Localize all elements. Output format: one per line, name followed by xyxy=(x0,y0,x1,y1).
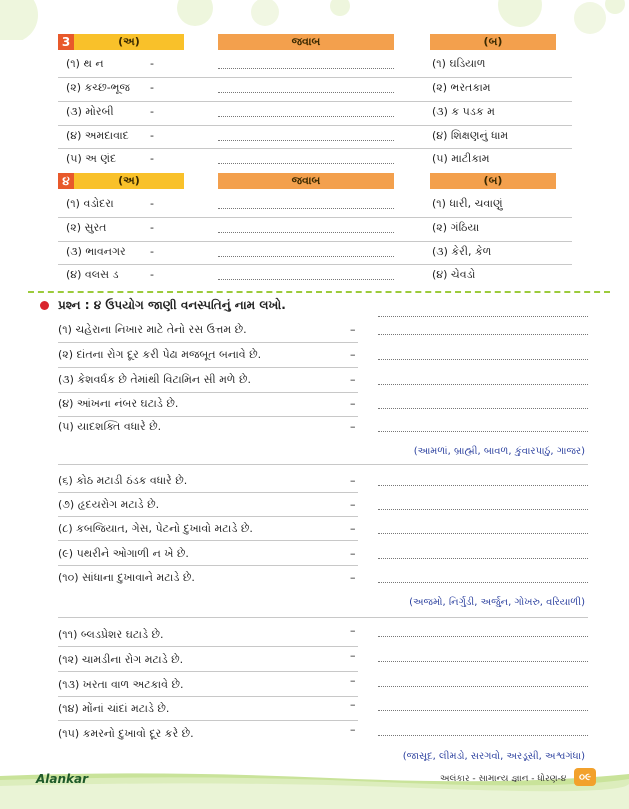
dash: – xyxy=(350,323,356,336)
dash: - xyxy=(150,245,154,258)
row-separator xyxy=(58,241,572,242)
section-3-left-item: (૩) મોરબી xyxy=(66,105,114,118)
answer-line[interactable] xyxy=(378,408,588,409)
answer-line[interactable] xyxy=(218,140,394,141)
section-4-right-item: (૪) ચેવડો xyxy=(432,268,476,281)
answer-line[interactable] xyxy=(378,384,588,385)
question-item: (૮) કબજિયાત, ગેસ, પેટનો દુખાવો મટાડે છે. xyxy=(58,522,253,535)
bullet-icon xyxy=(40,301,49,310)
question-item: (૩) કેશવર્ધક છે તેમાંથી વિટામિન સી મળે છે. xyxy=(58,373,251,386)
question-item: (૯) પથરીને ઓગાળી ન ખે છે. xyxy=(58,547,189,560)
section-4-right-item: (૨) ગંઠિયા xyxy=(432,221,480,234)
dash: – xyxy=(350,522,356,535)
dash: – xyxy=(350,649,356,662)
book-title: અલંકાર - સામાન્ય જ્ઞાન - ધોરણ-૪ xyxy=(440,774,567,784)
row-separator xyxy=(58,720,358,721)
section-4-header-answer: જવાબ xyxy=(218,173,394,189)
question-item: (૨) દાંતના રોગ દૂર કરી પેઢા મજબૂત બનાવે છે. xyxy=(58,348,262,361)
section-4-header-b: (બ) xyxy=(430,173,556,189)
section-4-header-a: (અ) xyxy=(74,173,184,189)
section-3-left-item: (૪) અમદાવાદ xyxy=(66,129,129,142)
row-separator xyxy=(58,264,572,265)
section-divider xyxy=(28,291,610,293)
dash: - xyxy=(150,129,154,142)
answer-line[interactable] xyxy=(378,533,588,534)
answer-line[interactable] xyxy=(378,509,588,510)
dash: – xyxy=(350,397,356,410)
answer-line[interactable] xyxy=(218,92,394,93)
section-4-left-item: (૪) વલસ ડ xyxy=(66,268,119,281)
answer-line[interactable] xyxy=(378,710,588,711)
row-separator xyxy=(58,148,572,149)
section-4-number: ૪ xyxy=(58,173,74,189)
answer-line[interactable] xyxy=(218,208,394,209)
section-3-right-item: (૪) શિક્ષણનું ધામ xyxy=(432,129,509,142)
row-separator xyxy=(58,217,572,218)
row-separator xyxy=(58,565,358,566)
section-3-left-item: (૧) થ ન xyxy=(66,57,104,70)
section-4-right-item: (૧) ધારી, ચવાણું xyxy=(432,197,503,210)
answer-line[interactable] xyxy=(218,232,394,233)
row-separator xyxy=(58,671,358,672)
row-separator xyxy=(58,617,588,618)
section-4-right-item: (૩) કેરી, કેળ xyxy=(432,245,492,258)
dash: – xyxy=(350,624,356,637)
question-item: (૬) કોઠ મટાડી ઠંડક વધારે છે. xyxy=(58,474,188,487)
dash: - xyxy=(150,105,154,118)
answer-line[interactable] xyxy=(378,661,588,662)
dash: - xyxy=(150,197,154,210)
section-3-header-a: (અ) xyxy=(74,34,184,50)
section-3-right-item: (૨) ભરતકામ xyxy=(432,81,491,94)
answer-line[interactable] xyxy=(378,359,588,360)
page-number: ૦૯ xyxy=(574,768,596,786)
brand-logo: Alankar xyxy=(36,772,89,786)
section-3-left-item: (૫) અ ણંદ xyxy=(66,152,117,165)
dash: - xyxy=(150,221,154,234)
question-item: (૫) યાદશક્તિ વધારે છે. xyxy=(58,420,162,433)
section-3-left-item: (૨) કચ્છ-ભૂજ xyxy=(66,81,130,94)
answer-line[interactable] xyxy=(378,686,588,687)
question-item: (૧૪) મોંનાં ચાંદાં મટાડે છે. xyxy=(58,702,170,715)
hint-text: (અજમો, નિર્ગુડી, અર્જુન, ગોખરુ, વરિયાળી) xyxy=(409,597,585,608)
section-4-left-item: (૨) સુરત xyxy=(66,221,107,234)
question-item: (૪) આંખના નંબર ઘટાડે છે. xyxy=(58,397,179,410)
section-4-left-item: (૧) વડોદરા xyxy=(66,197,114,210)
dash: - xyxy=(150,268,154,281)
row-separator xyxy=(58,492,358,493)
section-3-right-item: (૫) માટીકામ xyxy=(432,152,490,165)
row-separator xyxy=(58,342,358,343)
row-separator xyxy=(58,367,358,368)
section-4-left-item: (૩) ભાવનગર xyxy=(66,245,126,258)
answer-line[interactable] xyxy=(218,256,394,257)
section-3-header-answer: જવાબ xyxy=(218,34,394,50)
answer-line[interactable] xyxy=(378,558,588,559)
question-item: (૧૩) ખરતા વાળ અટકાવે છે. xyxy=(58,678,184,691)
answer-line[interactable] xyxy=(378,334,588,335)
row-separator xyxy=(58,696,358,697)
answer-line[interactable] xyxy=(218,68,394,69)
question-item: (૧૨) ચામડીના રોગ મટાડે છે. xyxy=(58,653,184,666)
row-separator xyxy=(58,101,572,102)
row-separator xyxy=(58,125,572,126)
section-3-right-item: (૩) ક પડક મ xyxy=(432,105,495,118)
dash: - xyxy=(150,81,154,94)
answer-line[interactable] xyxy=(378,431,588,432)
hint-text: (આમળાં, બ્રાહ્મી, બાવળ, કુંવારપાઠું, ગાજર) xyxy=(413,446,585,457)
row-separator xyxy=(58,540,358,541)
dash: – xyxy=(350,420,356,433)
question-item: (૧૧) બ્લડપ્રેશર ઘટાડે છે. xyxy=(58,628,164,641)
question-item: (૧) ચહેરાના નિખાર માટે તેનો રસ ઉત્તમ છે. xyxy=(58,323,247,336)
dash: – xyxy=(350,698,356,711)
answer-line[interactable] xyxy=(218,279,394,280)
dash: – xyxy=(350,723,356,736)
dash: – xyxy=(350,373,356,386)
answer-line[interactable] xyxy=(218,163,394,164)
answer-line[interactable] xyxy=(378,636,588,637)
answer-line[interactable] xyxy=(378,316,588,317)
question-item: (૧૦) સાંધાના દુખાવાને મટાડે છે. xyxy=(58,571,195,584)
row-separator xyxy=(58,77,572,78)
question-item: (૭) હૃદયરોગ મટાડે છે. xyxy=(58,498,160,511)
question-title: પ્રશ્ન : ૪ ઉપયોગ જાણી વનસ્પતિનું નામ લખો. xyxy=(58,298,286,312)
answer-line[interactable] xyxy=(378,582,588,583)
dash: – xyxy=(350,571,356,584)
dash: – xyxy=(350,498,356,511)
answer-line[interactable] xyxy=(378,485,588,486)
dash: – xyxy=(350,474,356,487)
dash: – xyxy=(350,674,356,687)
dash: – xyxy=(350,547,356,560)
dash: - xyxy=(150,57,154,70)
dash: – xyxy=(350,348,356,361)
question-item: (૧૫) કમરનો દુખાવો દૂર કરે છે. xyxy=(58,727,194,740)
row-separator xyxy=(58,646,358,647)
section-3-number: 3 xyxy=(58,34,74,50)
row-separator xyxy=(58,464,588,465)
row-separator xyxy=(58,516,358,517)
hint-text: (જાસૂદ, લીમડો, સરગવો, અરડૂસી, અશ્વગંધા) xyxy=(402,751,585,762)
answer-line[interactable] xyxy=(378,735,588,736)
dash: - xyxy=(150,152,154,165)
row-separator xyxy=(58,392,358,393)
section-3-header-b: (બ) xyxy=(430,34,556,50)
section-3-right-item: (૧) ઘડિયાળ xyxy=(432,57,486,70)
answer-line[interactable] xyxy=(218,116,394,117)
row-separator xyxy=(58,416,358,417)
